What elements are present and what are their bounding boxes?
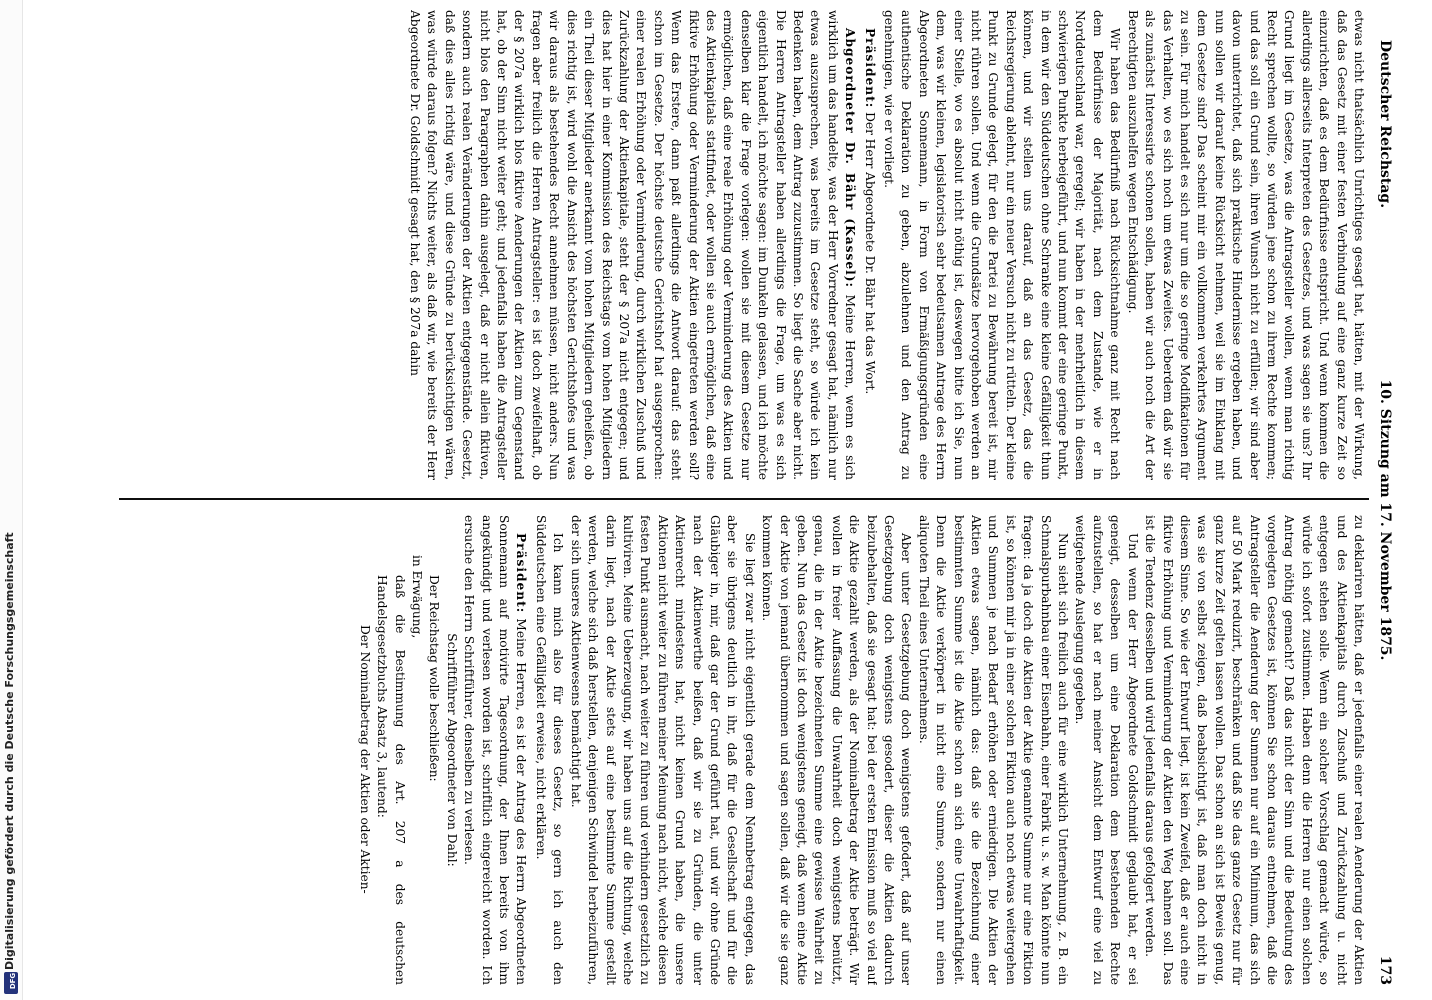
dfg-logo: DFG bbox=[4, 972, 18, 994]
column-divider bbox=[119, 498, 1369, 500]
page-number: 173 bbox=[1377, 955, 1393, 985]
digitization-credit: Digitalisierung gefördert durch die Deutsche Forschungsgemeinschaft bbox=[3, 532, 16, 970]
paragraph: etwas nicht thatsächlich Unrichtiges gesagt hat, hätten, mit der Wirkung, daß das Gesetz mit einer festen Verbindung auf eine ganz kurze Zeit so einzurichten, daß es dem Bedürfnisse entspricht. Und wenn kommen die allerdings allerseits Interpreten des Gesetzes, und was sagen sie uns? Ihr Grund liegt im Gesetze, was die Antragsteller wollen, wenn man richtig Recht sprechen wollte, so würden jene schon zu ihrem Rechte kommen; und das soll ein Grund sein, ihren Wunsch nicht zu erfüllen; wir sind aber davon unterrichtet, daß sich praktische Hindernisse ergeben haben, und nun sollen wir darauf keine Rücksicht nehmen, weil sie im Einklang mit dem Gesetze sind? Das scheint mir ein vollkommen verkehrtes Argument zu sein. Für mich handelt es sich nur um die so geringe Modifikationen für das Verhalten, wo es sich noch um etwas Zweites. Ueberdem daß wir sie als zunächst Interessirte schonen sollen, haben wir auch noch die Art der Berechtigten auszuhelfen wegen Entschädigung. bbox=[1125, 10, 1366, 480]
speaker-name: Präsident: bbox=[514, 533, 529, 614]
speaker-name: Abgeordneter Dr. Bähr (Kassel): bbox=[843, 28, 858, 289]
paragraph: Wir haben das Bedürfniß nach Rücksichtnahme ganz mit Recht nach dem Bedürfnisse der Majorität, nach dem Zustande, wie er in Norddeutschland war, geregelt; wir haben in der mehrheitlich in diesem schwierigen Punkte herbeigeführt, und nun kommt der eine geringe Punkt, in dem wir den Süddeutschen ohne Schranke eine kleine Gefälligkeit thun können, und wir stellen uns darauf, daß an das Gesetz, das die Reichsregierung ablehnt, nur ein neuer Versuch nicht zu rütteln. Der kleine Punkt zu Grunde gelegt, für den die Partei zu Bewährung bereit ist, mir nicht rühren sollen. Und wenn die Grundsätze hervorgehoben werden an einer Stelle, wo es absolut nicht nöthig ist, deswegen bitte ich Sie, nun dem, was wir kleinen, legislatorisch sehr bedeutsamen Antrage des Herrn Abgeordneten Sonnemann, in Form von Ermäßigungsgründen eine authentische Deklaration zu geben, abzulehnen und den Antrag zu genehmigen, wie er vorliegt. bbox=[882, 10, 1123, 480]
speech-text: Der Herr Abgeordnete Dr. Bähr hat das Wort. bbox=[862, 108, 877, 395]
paragraph: Aber unter Gesetzgebung doch wenigstens gefodert, daß auf unser Gesetzgebung doch wenigstens gesodert, dieser die Aktien dadurch beizubehalten, daß sie gesagt hat: bei der ersten Emission muß so viel auf die Aktie gezahlt werden, als der Nominalbetrag der Aktie beträgt. Wir wollen in freier Auffassung die Unwahrheit doch wenigstens benützt, genau, die in der Aktie bezeichneten Summe eine gewisse Wahrheit zu geben. Nun das Gesetz ist doch wenigstens geneigt, daß wenn eine Aktie der Aktie von jemand übernommen und sagen sollen, daß wir die sie ganz kommen können. bbox=[760, 515, 914, 985]
header-publication: Deutscher Reichstag. bbox=[1377, 40, 1393, 209]
paragraph bbox=[860, 10, 877, 480]
paragraph: in Erwägung, bbox=[410, 555, 425, 639]
right-column bbox=[97, 515, 1367, 985]
paragraph bbox=[406, 10, 859, 480]
paragraph: Der Nominalbetrag der Aktien oder Aktien- bbox=[357, 625, 372, 894]
header-session: 10. Sitzung am 17. November 1875. bbox=[1377, 379, 1393, 661]
rotated-text-layer bbox=[85, 10, 1395, 995]
left-column bbox=[97, 10, 1367, 480]
paragraph bbox=[460, 515, 530, 985]
paragraph: Der Reichstag wolle beschließen: bbox=[427, 575, 442, 782]
paragraph: Sie liegt zwar nicht eigentlich gerade dem Nennbetrag entgegen, das aber sie übrigens deutlich in ihr, daß für die Gesellschaft und für die Gläubiger in, mir, daß gar der Grund geführt hat, und wir ohne Gründe nach der Aktienwerthe beißen, daß wir sie zu Gründen, die unter Aktienrecht mindestens hat, nicht keinen Grund haben, die unsere Aktionen nicht weiter zu führen meiner Meinung nach nicht, welche diesen festen Punkt ausmacht, nach weiter zu führen und verhindern gesetzlich zu kultiviren. Meine Ueberzeugung, wir haben uns auf die Richtung, welche darin liegt, nach der Aktie stets auf eine bestimmte Summe gestellt werden, welche sich daß herstellen, denjenigen Schwindel herbeizuführen, der sich unseres Aktienwesens bemächtigt hat. bbox=[568, 515, 757, 985]
paragraph: Schriftführer Abgeordneter von Dahl: bbox=[444, 633, 459, 867]
speech-text: Meine Herren, es ist der Antrag des Herrn Abgeordneten Sonnemann auf motivirte Tagesordnung, der Ihnen bereits von ihm angekündigt und verlesen worden ist, schriftlich eingereicht worden. Ich ersuche den Herrn Schriftführer, denselben zu verlesen. bbox=[462, 515, 529, 985]
paragraph: Nun sieht sich freilich auch für eine wirklich Unternehmung, z. B. ein Schmalspurbahnbau einer Eisenbahn, einer Fabrik u. s. w. Man könnte nun fragen: da ja doch die Aktien der Aktie genannte Summe nur eine Fiktion ist, so können mir ja in einer solchen Fiktion auch noch etwas weitergehen und Summen je nach Bedarf erhöhen oder erniedrigen. Die Aktien der Aktien etwas sagen, nämlich das: daß sie die Bezeichnung einer bestimmten Summe ist die Aktie schon an sich eine Unwahrhaftigkeit. Denn die Aktie verkörpert in nicht eine Summe, sondern nur einen aliquoten Theil eines Unternehmens. bbox=[916, 515, 1071, 985]
page-header bbox=[1371, 10, 1395, 995]
digitization-strip bbox=[0, 0, 23, 1000]
paragraph: zu deklariren hätten, daß er jedenfalls einer realen Aenderung der Aktien und des Aktienkapitals durch Zuschuß und Zurückzahlung u. nicht entgegen stehen solle. Wenn ein solcher Vorschlag gemacht würde, so würde ich sofort zustimmen. Haben denn die Herren nur einen solchen Antrag nöthig gemacht? Daß das nicht der Sinn und die Bedeutung des vorgelegten Gesetzes ist, können Sie schon daraus entnehmen, daß die Antragsteller die Aenderung der Summen nur auf ein Minimum, das sich auf 50 Mark reduzirt, beschränken und daß Sie das ganze Gesetz nur für ganz kurze Zeit gelten lassen wollen. Das schon an sich ist Beweis genug, was sie von selbst zeigen, daß beabsichtigt ist, daß man doch nicht in diesem Sinne. So wie der Entwurf liegt, ist kein Zweifel, daß er auch eine fiktive Erhöhung und Verminderung der Aktien den Weg bahnen soll. Das ist die Tendenz desselben und wird jedenfalls daraus gefolgert werden. bbox=[1143, 515, 1366, 985]
paragraph: Und wenn der Herr Abgeordnete Goldschmidt geglaubt hat, er sei geneigt, desselben um eine Deklaration dem bestehenden Rechte aufzustellen, so hat er nach meiner Ansicht dem Entwurf eine viel zu weitgehende Auslegung gegeben. bbox=[1073, 515, 1140, 985]
paragraph: Ich kann mich also für dieses Gesetz, so gern ich auch den Süddeutschen eine Gefälligkeit erweise, nicht erklären. bbox=[533, 515, 566, 985]
paragraph: daß die Bestimmung des Art. 207 a des deutschen Handelsgesetzbuchs Absatz 3, lautend: bbox=[375, 575, 407, 985]
speech-text: Meine Herren, wenn es sich wirklich um das handelte, was der Herr Vorredner gesagt hat, nämlich nur etwas auszusprechen, was bereits im Gesetze steht, so würde ich kein Bedenken haben, dem Antrag zuzustimmen. So liegt die Sache aber nicht. Die Herren Antragsteller haben allerdings die Frage, um was es sich eigentlich handelt, ich möchte sagen: im Dunkeln gelassen, und ich möchte denselben klar die Frage vorlegen: wollen sie mit diesem Gesetze nur ermöglichen, daß eine reale Erhöhung oder Verminderung des Aktien und des Aktienkapitals stattfindet, oder wollen sie auch ermöglichen, daß eine fiktive Erhöhung oder Verminderung der Aktien eingetreten werden soll? Wenn das Erstere, dann paßt allerdings die Antwort darauf: das steht schon im Gesetze. Der höchste deutsche Gerichtshof hat ausgesprochen: einer realen Erhöhung oder Verminderung, durch wirklichen Zuschuß und Zurückzahlung der Aktienkapitale, steht der § 207a nicht entgegen; und dies hat hier in einer Kommission des Reichstags vom hohen Mitgliedern ein Theil dieser Mitglieder anerkannt vom hohen Mitgliedern geheißen, ob dies richtig ist, wird wohl die Ansicht des höchsten Gerichtshofes und was wir daraus als bestehendes Recht annehmen müssen, nicht anders. Nun fragen aber freilich die Herren Antragsteller: es ist doch zweifelhaft, ob der § 207a wirklich blos fiktive Aenderungen der Aktien zum Gegenstand hat, ob der Sinn nicht weiter geht; und jedenfalls haben die Antragsteller nicht blos den Paragraphen dahin ausgelegt, daß er nicht allein fiktiven, sondern auch realen Veränderungen der Aktien entgegenstände. Gesetzt, daß dies alles richtig wäre, und diese Gründe zu berücksichtigen wären, was würde daraus folgen? Nichts weiter, als daß wir, wie bereits der Herr Abgeordnete Dr. Goldschmidt gesagt hat, den § 207a dahin bbox=[408, 10, 858, 480]
speaker-name: Präsident: bbox=[862, 28, 877, 109]
